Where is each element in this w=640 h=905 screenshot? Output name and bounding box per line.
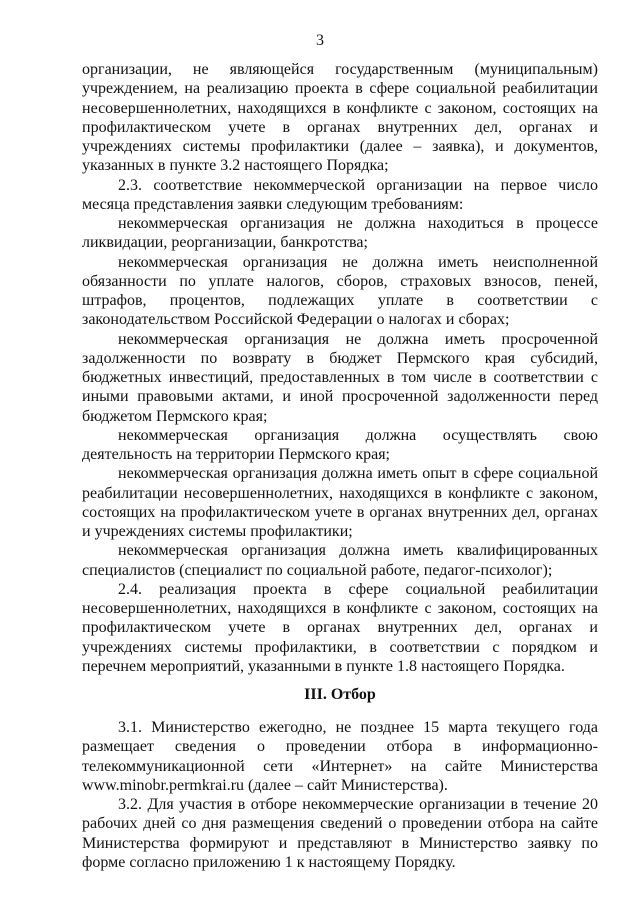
paragraph: 2.4. реализация проекта в сфере социальной реабилитации несовершеннолетних, находящихся в конфликте с законом, состоящих на профилактическом учете в органах внутренних дел, органах и учреждениях системы профилактики, в соответствии с порядком и перечнем мероприятий, указанными в пункте 1.8 настоящего Порядка. — [82, 580, 598, 675]
paragraph: организации, не являющейся государственным (муниципальным) учреждением, на реализацию проекта в сфере социальной реабилитации несовершеннолетних, находящихся в конфликте с законом, состоящих на профилактическом учете в органах внутренних дел, органах и учреждениях системы профилактики (далее – заявка), и документов, указанных в пункте 3.2 настоящего Порядка; — [82, 61, 598, 175]
paragraph: некоммерческая организация не должна иметь неисполненной обязанности по уплате налогов, сборов, страховых взносов, пеней, штрафов, процентов, подлежащих уплате в соответствии с законодательством Российской Федерации о налогах и сборах; — [82, 253, 598, 329]
paragraph: некоммерческая организация должна осуществлять свою деятельность на территории Пермского края; — [82, 426, 598, 463]
paragraph: 3.1. Министерство ежегодно, не позднее 15 марта текущего года размещает сведения о проведении отбора в информационно-телекоммуникационной сети «Интернет» на сайте Министерства www.minobr.permkrai.ru (далее – сайт Министерства). — [82, 719, 598, 794]
paragraph: некоммерческая организация должна иметь опыт в сфере социальной реабилитации несовершеннолетних, находящихся в конфликте с законом, состоящих на профилактическом учете в органах внутренних дел, органах и учреждениях системы профилактики; — [82, 465, 598, 540]
document-body — [82, 60, 598, 872]
paragraph: 3.2. Для участия в отборе некоммерческие организации в течение 20 рабочих дней со дня размещения сведений о проведении отбора на сайте Министерства формируют и представляют в Министерство заявку по форме согласно приложению 1 к настоящему Порядку. — [82, 796, 598, 871]
paragraph: некоммерческая организация не должна находиться в процессе ликвидации, реорганизации, банкротства; — [82, 215, 598, 252]
page-number: 3 — [316, 32, 324, 49]
section-heading: III. Отбор — [304, 686, 376, 703]
paragraph: некоммерческая организация должна иметь квалифицированных специалистов (специалист по социальной работе, педагог-психолог); — [82, 542, 598, 579]
paragraph: некоммерческая организация не должна иметь просроченной задолженности по возврату в бюджет Пермского края субсидий, бюджетных инвестиций, предоставленных в том числе в соответствии с иными правовыми актами, и иной просроченной задолженности перед бюджетом Пермского края; — [82, 330, 598, 425]
paragraph: 2.3. соответствие некоммерческой организации на первое число месяца представления заявки следующим требованиям: — [82, 176, 598, 213]
